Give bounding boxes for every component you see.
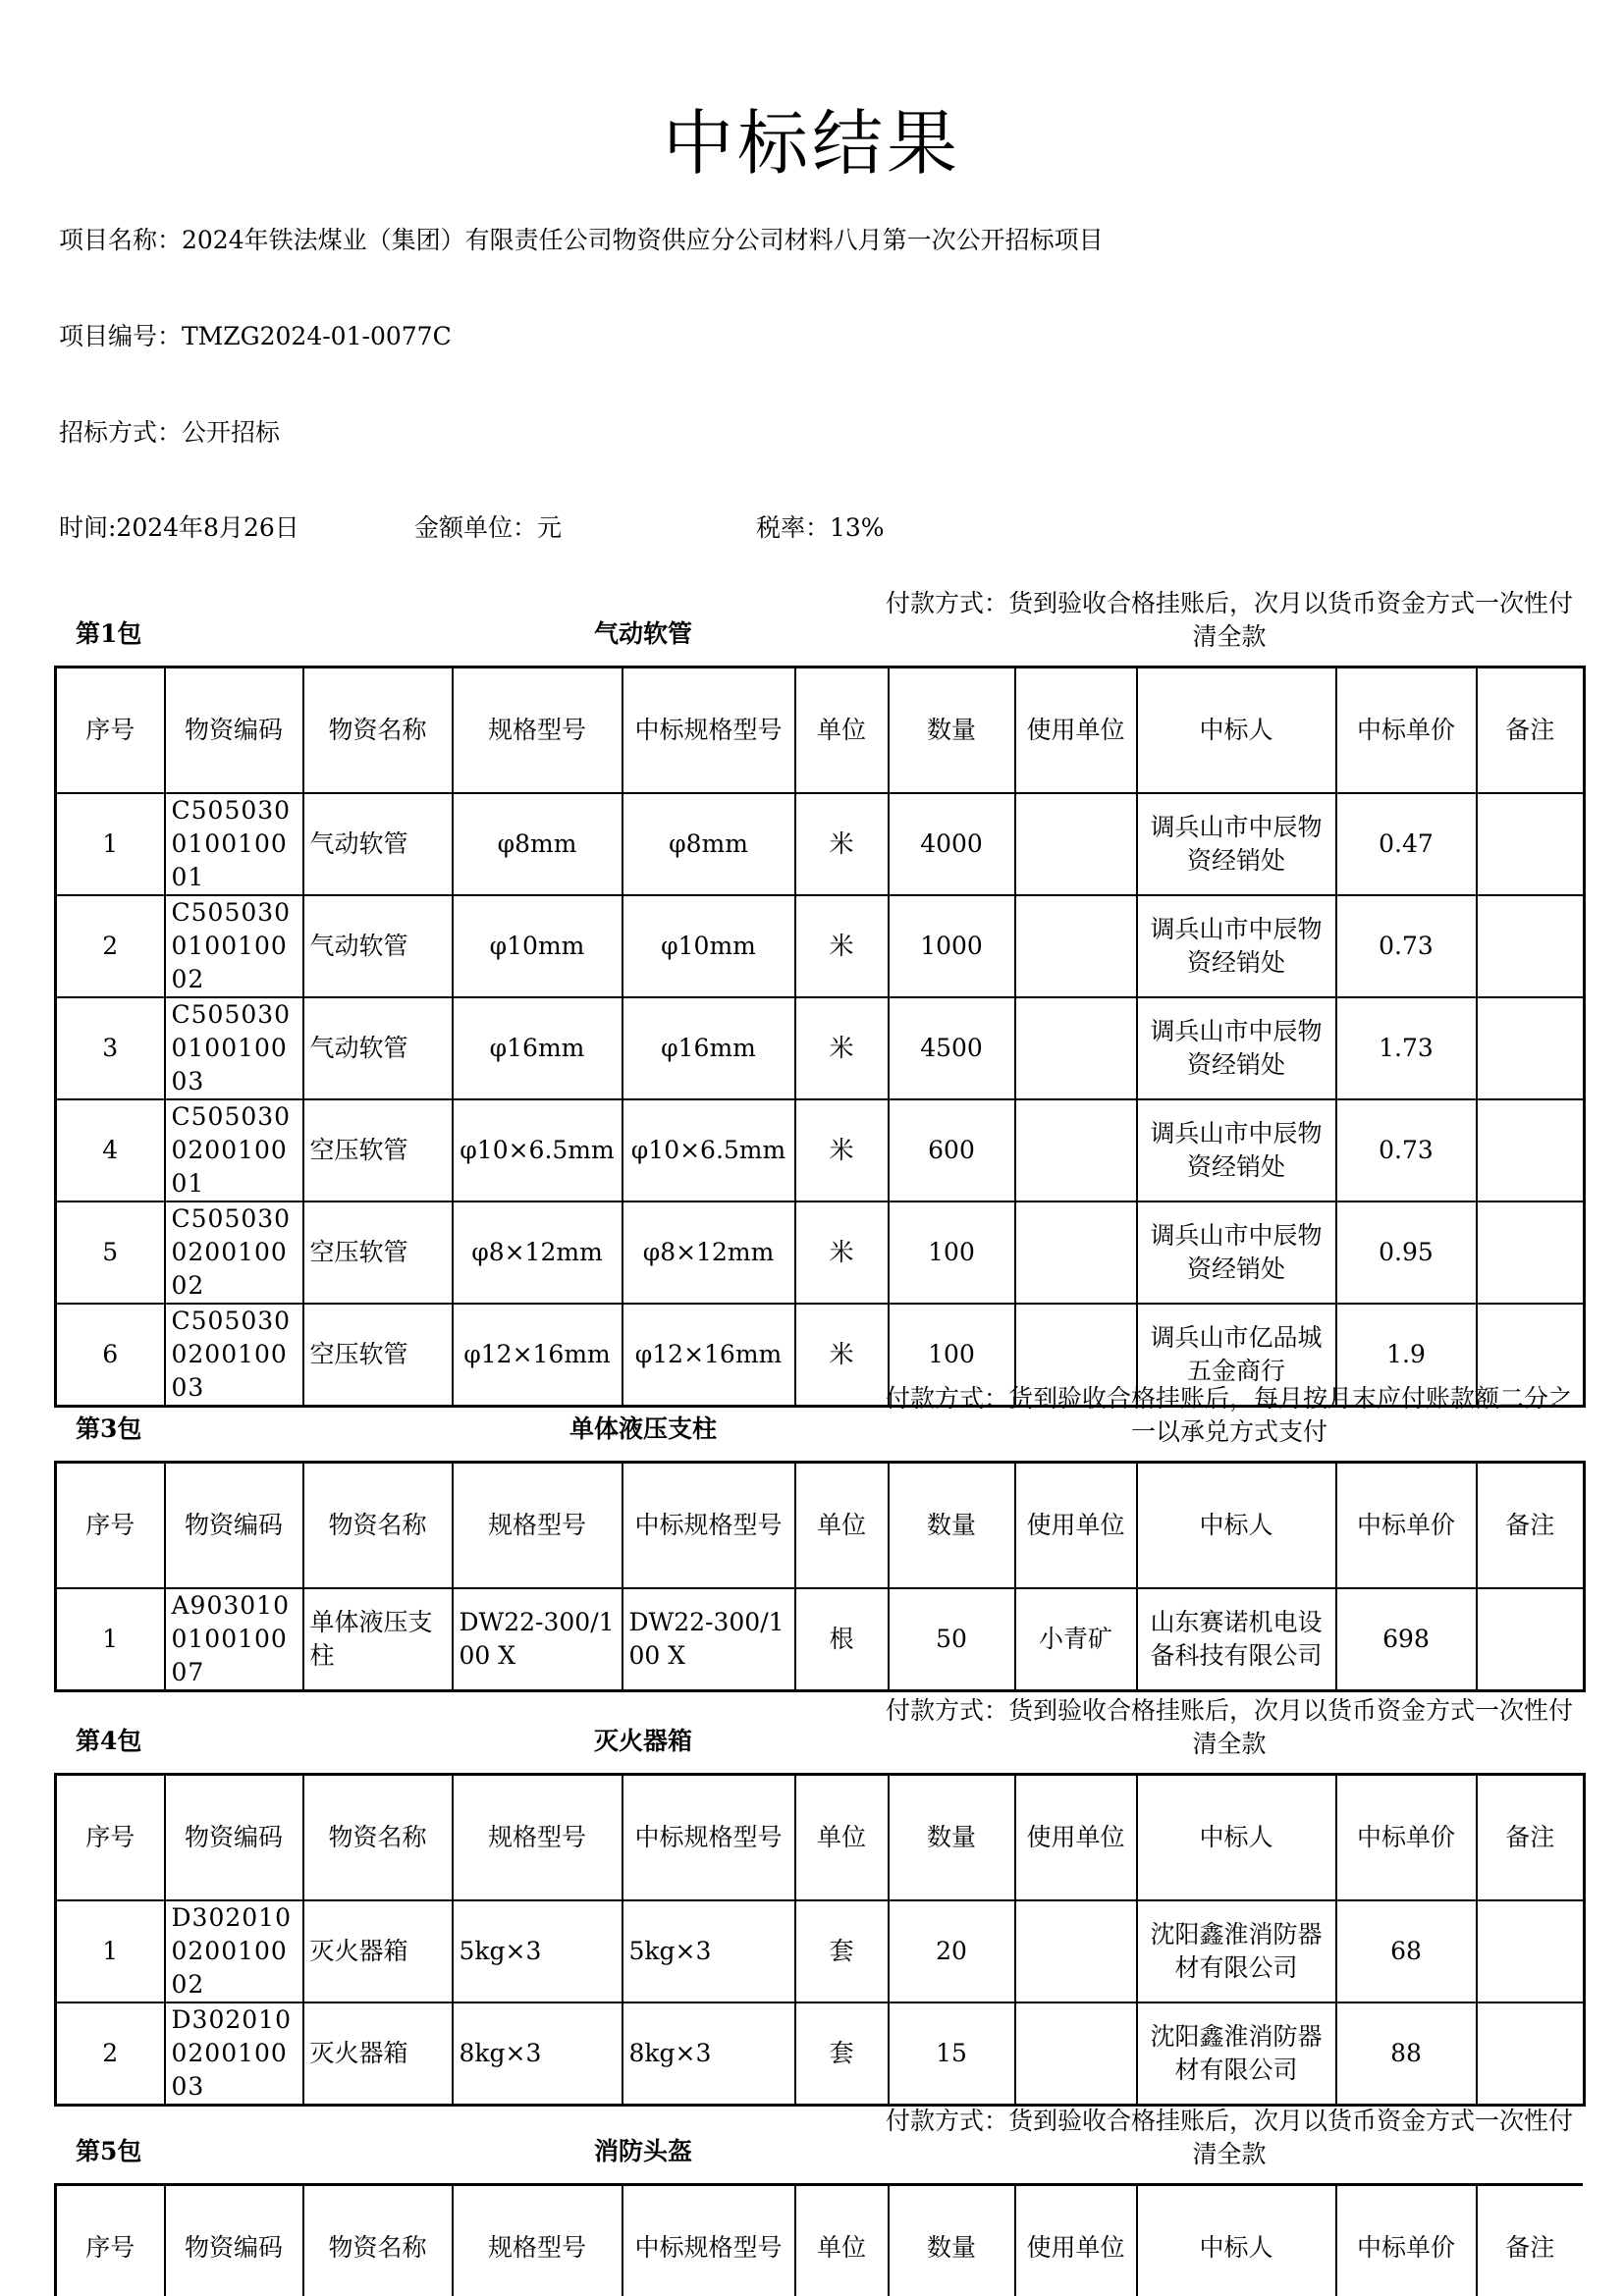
date-text: 时间:2024年8月26日	[59, 513, 299, 542]
column-header: 使用单位	[1015, 667, 1137, 794]
table-cell: 6	[56, 1304, 165, 1407]
table-cell: 米	[795, 997, 889, 1099]
table-cell: 米	[795, 1304, 889, 1407]
table-cell	[1015, 2002, 1137, 2106]
column-header: 中标规格型号	[623, 1775, 795, 1901]
table-cell: 698	[1336, 1588, 1477, 1691]
table-cell: φ10mm	[623, 895, 795, 997]
column-header: 中标单价	[1336, 667, 1477, 794]
payment-terms: 付款方式：货到验收合格挂账后，次月以货币资金方式一次性付清全款	[885, 589, 1573, 651]
project-name: 项目名称：2024年铁法煤业（集团）有限责任公司物资供应分公司材料八月第一次公开招标项目	[59, 226, 1104, 254]
table-cell	[1015, 895, 1137, 997]
table-cell	[1477, 1201, 1585, 1304]
column-header: 序号	[56, 1463, 165, 1589]
column-header: 中标规格型号	[623, 667, 795, 794]
column-header: 中标人	[1137, 1463, 1336, 1589]
table-cell: 2	[56, 2002, 165, 2106]
payment-terms: 付款方式：货到验收合格挂账后，每月按月末应付账款额二分之一以承兑方式支付	[885, 1384, 1573, 1446]
table-cell: φ16mm	[623, 997, 795, 1099]
table-cell: 米	[795, 1201, 889, 1304]
column-header: 物资名称	[303, 667, 453, 794]
column-header: 备注	[1477, 667, 1585, 794]
table-header-row	[56, 1463, 1585, 1589]
table-row	[56, 793, 1585, 895]
package-name: 消防头盔	[593, 2137, 692, 2165]
column-header: 物资名称	[303, 1775, 453, 1901]
payment-terms: 付款方式：货到验收合格挂账后，次月以货币资金方式一次性付清全款	[885, 2107, 1573, 2168]
table-cell: 1000	[889, 895, 1015, 997]
column-header: 数量	[889, 667, 1015, 794]
table-cell: 空压软管	[303, 1304, 453, 1407]
table-cell	[1015, 1201, 1137, 1304]
table-cell	[1477, 1588, 1585, 1691]
package-number: 第4包	[76, 1727, 142, 1755]
table-cell: 20	[889, 1900, 1015, 2002]
table-row	[56, 1099, 1585, 1201]
table-cell: 米	[795, 793, 889, 895]
table-cell: C505030010010002	[165, 895, 303, 997]
table-cell: 1.9	[1336, 1304, 1477, 1407]
table-row	[56, 2002, 1585, 2106]
table-cell: D302010020010002	[165, 1900, 303, 2002]
table-cell: 1	[56, 1900, 165, 2002]
table-cell: 调兵山市中辰物资经销处	[1137, 1099, 1336, 1201]
table-cell: 5kg×3	[453, 1900, 623, 2002]
bid-result-table	[54, 2183, 1583, 2296]
table-cell: 8kg×3	[623, 2002, 795, 2106]
table-cell: 3	[56, 997, 165, 1099]
table-cell: 5kg×3	[623, 1900, 795, 2002]
table-cell: C505030020010003	[165, 1304, 303, 1407]
table-cell	[1477, 1099, 1585, 1201]
currency-unit-text: 金额单位：元	[414, 513, 563, 542]
table-cell: 15	[889, 2002, 1015, 2106]
column-header: 数量	[889, 1463, 1015, 1589]
table-cell: 0.47	[1336, 793, 1477, 895]
column-header: 规格型号	[453, 1463, 623, 1589]
table-cell: A903010010010007	[165, 1588, 303, 1691]
table-cell: C505030020010002	[165, 1201, 303, 1304]
table-cell: 50	[889, 1588, 1015, 1691]
table-cell: 气动软管	[303, 793, 453, 895]
table-cell: 沈阳鑫淮消防器材有限公司	[1137, 1900, 1336, 2002]
package-header	[54, 1382, 1583, 1461]
table-cell: φ10mm	[453, 895, 623, 997]
column-header: 单位	[795, 667, 889, 794]
table-cell: φ8mm	[623, 793, 795, 895]
table-cell: 8kg×3	[453, 2002, 623, 2106]
table-cell: 灭火器箱	[303, 2002, 453, 2106]
tax-rate-text: 税率：13%	[756, 513, 885, 542]
column-header: 中标单价	[1336, 1463, 1477, 1589]
table-cell: 68	[1336, 1900, 1477, 2002]
table-cell: 1.73	[1336, 997, 1477, 1099]
table-cell	[1015, 997, 1137, 1099]
package-header	[54, 1694, 1583, 1773]
table-cell: 单体液压支柱	[303, 1588, 453, 1691]
bid-result-table	[54, 666, 1586, 1408]
table-cell: 调兵山市中辰物资经销处	[1137, 895, 1336, 997]
column-header: 物资名称	[303, 1463, 453, 1589]
column-header: 中标人	[1137, 667, 1336, 794]
table-cell: 0.95	[1336, 1201, 1477, 1304]
table-cell: 空压软管	[303, 1201, 453, 1304]
table-cell: 100	[889, 1201, 1015, 1304]
column-header: 单位	[795, 1463, 889, 1589]
table-cell: C505030010010001	[165, 793, 303, 895]
column-header: 规格型号	[453, 2185, 623, 2296]
table-cell: DW22-300/100 X	[623, 1588, 795, 1691]
package-section	[54, 587, 1583, 1408]
table-cell: 米	[795, 895, 889, 997]
column-header: 单位	[795, 2185, 889, 2296]
table-cell	[1477, 793, 1585, 895]
table-cell: 4500	[889, 997, 1015, 1099]
table-cell: φ8×12mm	[623, 1201, 795, 1304]
column-header: 序号	[56, 1775, 165, 1901]
column-header: 中标规格型号	[623, 2185, 795, 2296]
table-cell: φ10×6.5mm	[453, 1099, 623, 1201]
meta-info-row	[59, 508, 1434, 542]
column-header: 中标人	[1137, 2185, 1336, 2296]
column-header: 中标规格型号	[623, 1463, 795, 1589]
package-number: 第5包	[76, 2137, 142, 2165]
table-cell: 5	[56, 1201, 165, 1304]
table-cell	[1477, 1900, 1585, 2002]
column-header: 物资编码	[165, 1463, 303, 1589]
package-section	[54, 1382, 1583, 1692]
table-cell	[1015, 1900, 1137, 2002]
table-row	[56, 1588, 1585, 1691]
package-header	[54, 2105, 1583, 2183]
table-cell: φ12×16mm	[623, 1304, 795, 1407]
table-row	[56, 1900, 1585, 2002]
table-cell: 小青矿	[1015, 1588, 1137, 1691]
column-header: 物资编码	[165, 1775, 303, 1901]
table-header-row	[56, 1775, 1585, 1901]
table-cell: 600	[889, 1099, 1015, 1201]
column-header: 序号	[56, 2185, 165, 2296]
column-header: 规格型号	[453, 667, 623, 794]
table-cell	[1477, 2002, 1585, 2106]
package-name: 气动软管	[593, 619, 692, 648]
project-code: 项目编号：TMZG2024-01-0077C	[59, 322, 452, 350]
table-cell: 空压软管	[303, 1099, 453, 1201]
table-cell: 调兵山市中辰物资经销处	[1137, 793, 1336, 895]
table-cell: 根	[795, 1588, 889, 1691]
table-cell	[1015, 1099, 1137, 1201]
table-cell: D302010020010003	[165, 2002, 303, 2106]
table-cell: 4000	[889, 793, 1015, 895]
table-cell: 0.73	[1336, 1099, 1477, 1201]
column-header: 物资名称	[303, 2185, 453, 2296]
column-header: 备注	[1477, 1775, 1585, 1901]
payment-terms: 付款方式：货到验收合格挂账后，次月以货币资金方式一次性付清全款	[885, 1696, 1573, 1758]
tender-method: 招标方式：公开招标	[59, 418, 281, 447]
table-cell: 套	[795, 1900, 889, 2002]
table-cell: 1	[56, 1588, 165, 1691]
table-cell	[1477, 895, 1585, 997]
table-header-row	[56, 667, 1585, 794]
package-name: 灭火器箱	[593, 1727, 692, 1755]
package-section	[54, 2105, 1583, 2296]
table-cell: φ12×16mm	[453, 1304, 623, 1407]
table-cell: 调兵山市中辰物资经销处	[1137, 1201, 1336, 1304]
table-cell: 调兵山市中辰物资经销处	[1137, 997, 1336, 1099]
package-name: 单体液压支柱	[568, 1415, 717, 1443]
column-header: 物资编码	[165, 2185, 303, 2296]
table-cell: 100	[889, 1304, 1015, 1407]
column-header: 中标单价	[1336, 2185, 1477, 2296]
column-header: 数量	[889, 2185, 1015, 2296]
table-cell: φ10×6.5mm	[623, 1099, 795, 1201]
column-header: 使用单位	[1015, 1775, 1137, 1901]
table-cell: 调兵山市亿品城五金商行	[1137, 1304, 1336, 1407]
table-cell: C505030020010001	[165, 1099, 303, 1201]
column-header: 使用单位	[1015, 2185, 1137, 2296]
column-header: 物资编码	[165, 667, 303, 794]
table-row	[56, 895, 1585, 997]
table-cell: 0.73	[1336, 895, 1477, 997]
column-header: 备注	[1477, 1463, 1585, 1589]
table-cell: φ16mm	[453, 997, 623, 1099]
table-cell: φ8mm	[453, 793, 623, 895]
table-cell: 1	[56, 793, 165, 895]
table-cell	[1477, 997, 1585, 1099]
table-row	[56, 997, 1585, 1099]
column-header: 单位	[795, 1775, 889, 1901]
table-cell: φ8×12mm	[453, 1201, 623, 1304]
page-title: 中标结果	[662, 102, 961, 185]
column-header: 数量	[889, 1775, 1015, 1901]
table-header-row	[56, 2185, 1584, 2296]
table-cell: 山东赛诺机电设备科技有限公司	[1137, 1588, 1336, 1691]
column-header: 序号	[56, 667, 165, 794]
column-header: 中标单价	[1336, 1775, 1477, 1901]
package-number: 第1包	[76, 619, 142, 648]
table-cell: 灭火器箱	[303, 1900, 453, 2002]
package-header	[54, 587, 1583, 666]
bid-result-table	[54, 1461, 1586, 1692]
table-cell: 套	[795, 2002, 889, 2106]
table-cell: 88	[1336, 2002, 1477, 2106]
table-cell: 米	[795, 1099, 889, 1201]
table-cell: 气动软管	[303, 895, 453, 997]
bid-result-table	[54, 1773, 1586, 2107]
column-header: 中标人	[1137, 1775, 1336, 1901]
column-header: 使用单位	[1015, 1463, 1137, 1589]
table-cell: 2	[56, 895, 165, 997]
table-cell	[1015, 793, 1137, 895]
package-section	[54, 1694, 1583, 2107]
column-header: 备注	[1477, 2185, 1584, 2296]
table-cell: C505030010010003	[165, 997, 303, 1099]
table-cell: 4	[56, 1099, 165, 1201]
table-row	[56, 1201, 1585, 1304]
table-cell: DW22-300/100 X	[453, 1588, 623, 1691]
table-cell: 气动软管	[303, 997, 453, 1099]
column-header: 规格型号	[453, 1775, 623, 1901]
table-cell: 沈阳鑫淮消防器材有限公司	[1137, 2002, 1336, 2106]
package-number: 第3包	[76, 1415, 142, 1443]
